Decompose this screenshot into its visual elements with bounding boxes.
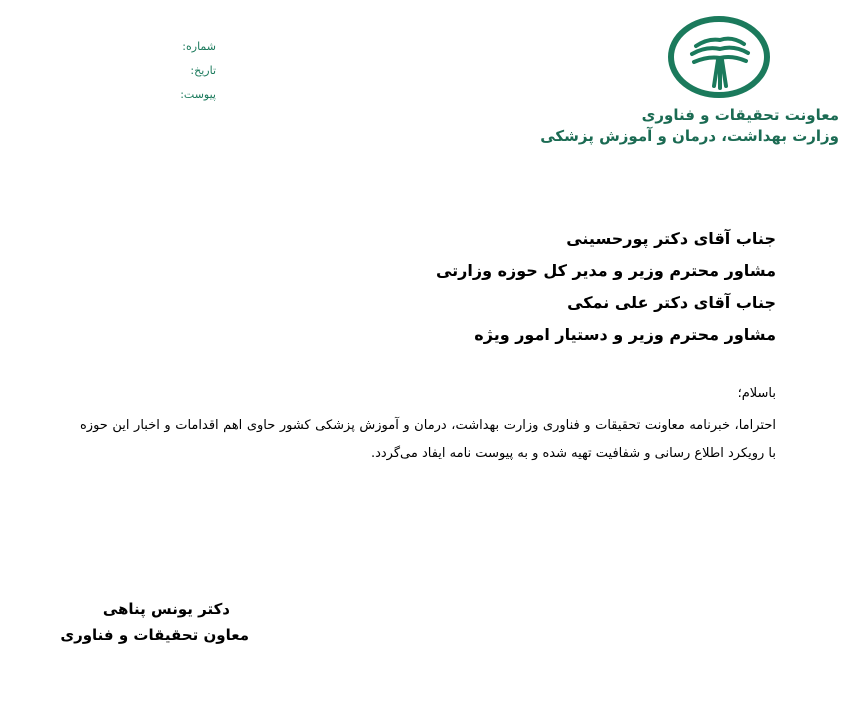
letter-greeting: باسلام؛	[737, 386, 776, 401]
letter-number-label: شماره:	[182, 40, 216, 53]
letter-body: احتراما، خبرنامه معاونت تحقیقات و فناوری وزارت بهداشت، درمان و آموزش پزشکی کشور حاوی اهم اقدامات و اخبار این حوزه با رویکرد اطلاع رسانی و شفافیت تهیه شده و به پیوست نامه ایفاد می‌گردد.	[80, 418, 776, 461]
letter-date-label: تاریخ:	[190, 64, 216, 77]
addressee-line-3: جناب آقای دکتر علی نمکی	[567, 293, 776, 312]
org-name-line1: معاونت تحقیقات و فناوری	[641, 106, 839, 124]
signature-name: دکتر یونس پناهی	[102, 600, 230, 618]
addressee-line-4: مشاور محترم وزیر و دستیار امور ویژه	[474, 325, 776, 344]
org-name-line2: وزارت بهداشت، درمان و آموزش پزشکی	[540, 127, 839, 145]
addressee-line-2: مشاور محترم وزیر و مدیر کل حوزه وزارتی	[435, 261, 776, 280]
addressee-line-1: جناب آقای دکتر پورحسینی	[566, 229, 776, 248]
tree-in-circle-logo-icon	[668, 16, 770, 98]
signature-title: معاون تحقیقات و فناوری	[60, 626, 249, 644]
letter-attachment-label: پیوست:	[180, 88, 216, 101]
